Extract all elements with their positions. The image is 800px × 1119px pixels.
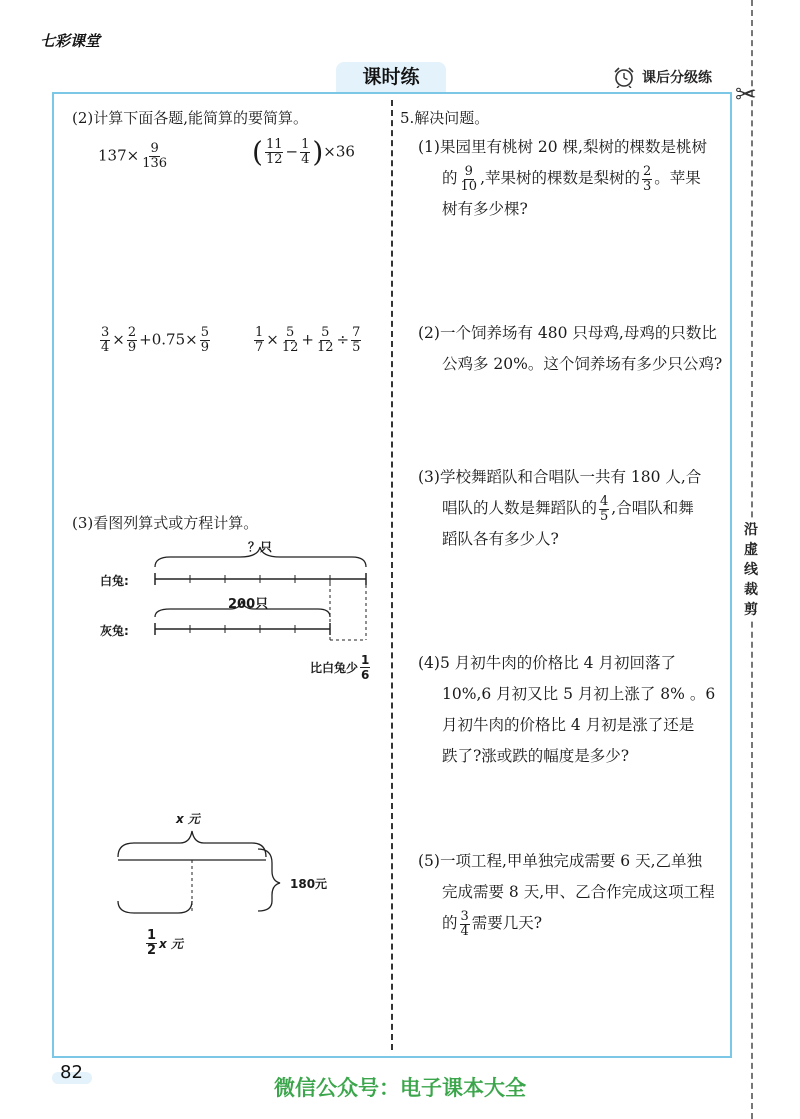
- q5-title: 5.解决问题。: [400, 109, 490, 127]
- scissors-icon: ✂: [735, 80, 757, 110]
- rabbit-mid-label: 200只: [228, 597, 269, 612]
- problem-1: (1)果园里有桃树 20 棵,梨树的棵数是桃树 的 $\frac{9}{10}$ ,苹果树的棵数是梨树的 $\frac{2}{3}$ 。苹果 树有多少棵?: [418, 138, 707, 218]
- q3-title: (3)看图列算式或方程计算。: [72, 514, 259, 532]
- grey-rabbit-label: 灰兔:: [100, 624, 129, 638]
- cut-label: 沿 虚 线 裁 剪: [738, 520, 764, 620]
- column-divider: [391, 100, 393, 1050]
- rabbit-diagram: [100, 535, 390, 685]
- problem-2: (2)一个饲养场有 480 只母鸡,母鸡的只数比 公鸡多 20%。这个饲养场有多少只公鸡?: [418, 324, 723, 373]
- rabbit-top-label: ？只: [248, 540, 273, 554]
- header-tab-title: 课时练: [336, 62, 446, 92]
- less-label: 比白兔少 $\frac{1}{6}$: [310, 653, 370, 682]
- alarm-clock-icon: [612, 66, 636, 88]
- page-number: 82: [60, 1062, 83, 1083]
- white-rabbit-label: 白兔:: [100, 574, 129, 588]
- level-label: [612, 66, 712, 88]
- money-bottom-label: $\frac{1}{2}$ x 元: [147, 928, 183, 958]
- problem-5: (5)一项工程,甲单独完成需要 6 天,乙单独 完成需要 8 天,甲、乙合作完成这项工程 的 $\frac{3}{4}$ 需要几天?: [418, 852, 715, 939]
- q2-title: (2)计算下面各题,能简算的要简算。: [72, 109, 309, 127]
- problem-3: (3)学校舞蹈队和合唱队一共有 180 人,合 唱队的人数是舞蹈队的 $\frac{4}{5}$ ,合唱队和舞 蹈队各有多少人?: [418, 468, 702, 548]
- expression-4: $\frac{1}{7}$ × $\frac{5}{12}$ + $\frac{5}{12}$ ÷ $\frac{7}{5}$: [255, 325, 361, 355]
- money-side-label: 180元: [290, 877, 328, 891]
- brand-logo: 七彩课堂: [40, 32, 101, 50]
- money-top-label: x 元: [176, 812, 200, 826]
- money-diagram: [110, 805, 350, 965]
- level-text: 课后分级练: [642, 70, 712, 86]
- expression-1: 137× $\frac{9}{136}$: [98, 141, 168, 171]
- expression-2: ( $\frac{11}{12}$ − $\frac{1}{4}$ )×36: [252, 135, 355, 169]
- expression-3: $\frac{3}{4}$ × $\frac{2}{9}$ +0.75× $\frac{5}{9}$: [101, 325, 209, 355]
- problem-4: (4)5 月初牛肉的价格比 4 月初回落了 10%,6 月初又比 5 月初上涨了 8% 。6 月初牛肉的价格比 4 月初是涨了还是 跌了?涨或跌的幅度是多少?: [418, 654, 716, 765]
- footer-watermark: 微信公众号：电子课本大全: [274, 1076, 526, 1100]
